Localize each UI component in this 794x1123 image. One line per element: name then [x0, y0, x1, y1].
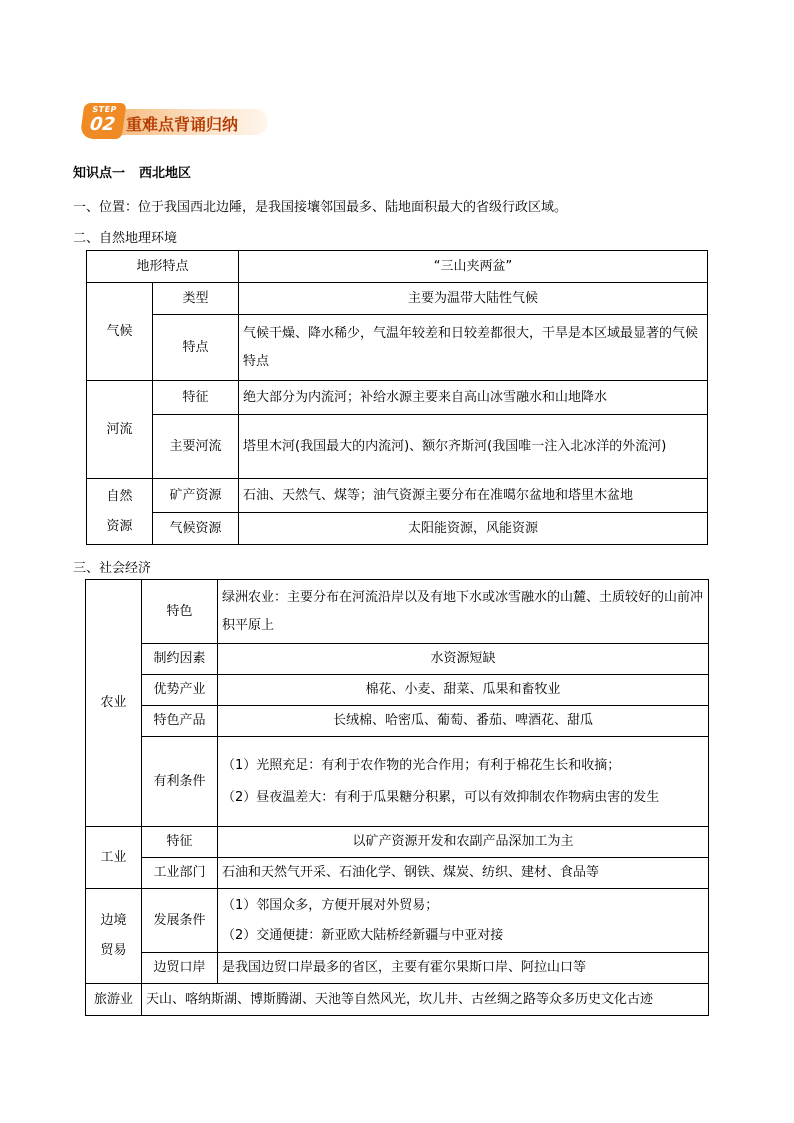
trade-port-value: 是我国边贸口岸最多的省区，主要有霍尔果斯口岸、阿拉山口等	[218, 953, 709, 984]
agri-feature-value: 绿洲农业：主要分布在河流沿岸以及有地下水或冰雪融水的山麓、土质较好的山前冲积平原上	[218, 580, 709, 644]
table-row	[87, 479, 708, 513]
resource-label-line-1: 自然	[106, 488, 133, 504]
nature-table	[86, 250, 708, 545]
table-row	[86, 858, 709, 889]
climate-feature-label: 特点	[153, 315, 239, 381]
step-badge	[82, 103, 268, 135]
table-row	[87, 381, 708, 415]
resource-label	[87, 479, 153, 545]
badge-title: 重难点背诵归纳	[126, 115, 239, 134]
agri-product-value: 长绒棉、哈密瓜、葡萄、番茄、啤酒花、甜瓜	[218, 706, 709, 737]
section-title	[73, 162, 191, 181]
ind-dept-label: 工业部门	[142, 858, 218, 889]
river-main-label: 主要河流	[153, 415, 239, 479]
ind-feature-value: 以矿产资源开发和农副产品深加工为主	[218, 827, 709, 858]
economy-heading: 三、社会经济	[73, 561, 152, 576]
agri-feature-label: 特色	[142, 580, 218, 644]
climate-type-value: 主要为温带大陆性气候	[239, 283, 708, 315]
agri-adv-label: 优势产业	[142, 675, 218, 706]
trade-port-label: 边贸口岸	[142, 953, 218, 984]
river-label: 河流	[87, 381, 153, 479]
table-row	[87, 513, 708, 545]
climate-feature-value: 气候干燥、降水稀少，气温年较差和日较差都很大，干旱是本区域最显著的气候特点	[239, 315, 708, 381]
trade-label-line-1: 边境	[100, 913, 127, 928]
badge-step-label: STEP	[91, 105, 118, 114]
badge-bar	[112, 109, 268, 135]
resource-label-line-2: 资源	[106, 518, 133, 534]
table-row	[86, 706, 709, 737]
table-row	[86, 953, 709, 984]
table-row	[86, 580, 709, 644]
ind-label: 工业	[86, 827, 142, 889]
agri-limit-value: 水资源短缺	[218, 644, 709, 675]
river-feature-label: 特征	[153, 381, 239, 415]
table-row	[87, 315, 708, 381]
agri-cond-line-2: （2）昼夜温差大：有利于瓜果糖分积累，可以有效抑制农作物病虫害的发生	[222, 789, 660, 805]
river-feature-value: 绝大部分为内流河；补给水源主要来自高山冰雪融水和山地降水	[239, 381, 708, 415]
badge-step-number: 02	[88, 114, 117, 135]
agri-limit-label: 制约因素	[142, 644, 218, 675]
agri-product-label: 特色产品	[142, 706, 218, 737]
tour-value: 天山、喀纳斯湖、博斯腾湖、天池等自然风光，坎儿井、古丝绸之路等众多历史文化古迹	[142, 984, 709, 1016]
badge-tab	[79, 103, 126, 139]
agri-adv-value: 棉花、小麦、甜菜、瓜果和畜牧业	[218, 675, 709, 706]
mineral-label: 矿产资源	[153, 479, 239, 513]
section-name: 西北地区	[139, 166, 192, 181]
ind-feature-label: 特征	[142, 827, 218, 858]
trade-label-line-2: 贸易	[100, 943, 127, 958]
climate-resource-label: 气候资源	[153, 513, 239, 545]
table-row	[87, 415, 708, 479]
table-row	[86, 737, 709, 827]
agri-cond-line-1: （1）光照充足：有利于农作物的光合作用；有利于棉花生长和收摘；	[222, 757, 621, 773]
river-main-value: 塔里木河(我国最大的内流河)、额尔齐斯河(我国唯一注入北冰洋的外流河)	[239, 415, 708, 479]
climate-label: 气候	[87, 283, 153, 381]
agri-cond-value	[218, 737, 709, 827]
section-label: 知识点一	[73, 166, 126, 181]
trade-dev-line-2: （2）交通便捷：新亚欧大陆桥经新疆与中亚对接	[222, 927, 504, 943]
table-row	[86, 827, 709, 858]
tour-label: 旅游业	[86, 984, 142, 1016]
terrain-value: “三山夹两盆”	[239, 251, 708, 283]
mineral-value: 石油、天然气、煤等；油气资源主要分布在准噶尔盆地和塔里木盆地	[239, 479, 708, 513]
terrain-label: 地形特点	[87, 251, 239, 283]
agri-label: 农业	[86, 580, 142, 827]
ind-dept-value: 石油和天然气开采、石油化学、钢铁、煤炭、纺织、建材、食品等	[218, 858, 709, 889]
location-line: 一、位置：位于我国西北边陲，是我国接壤邻国最多、陆地面积最大的省级行政区域。	[73, 200, 568, 215]
climate-resource-value: 太阳能资源，风能资源	[239, 513, 708, 545]
table-row	[86, 889, 709, 953]
trade-dev-line-1: （1）邻国众多，方便开展对外贸易；	[222, 897, 439, 913]
trade-label	[86, 889, 142, 984]
trade-dev-label: 发展条件	[142, 889, 218, 953]
table-row	[87, 283, 708, 315]
table-row	[87, 251, 708, 283]
economy-table	[85, 579, 709, 1016]
trade-dev-value	[218, 889, 709, 953]
agri-cond-label: 有利条件	[142, 737, 218, 827]
table-row	[86, 644, 709, 675]
climate-type-label: 类型	[153, 283, 239, 315]
nature-heading: 二、自然地理环境	[73, 231, 178, 246]
table-row	[86, 984, 709, 1016]
table-row	[86, 675, 709, 706]
